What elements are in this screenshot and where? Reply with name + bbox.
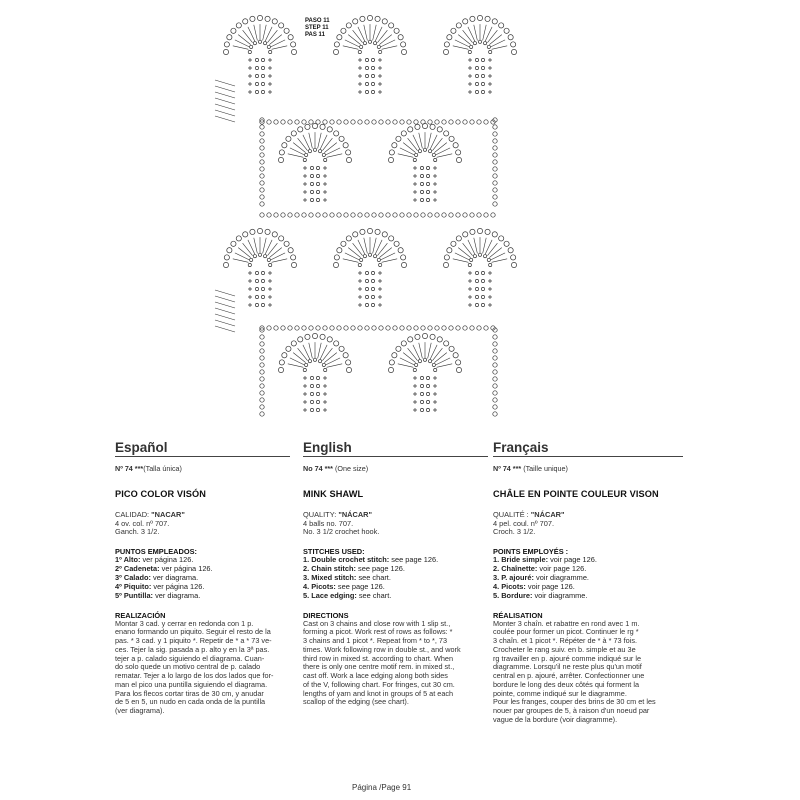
directions-line: times. Work following row in double st., and work (303, 644, 461, 654)
stitch-name: 3º Calado: (115, 573, 151, 582)
stitch-ref: voir page 126. (537, 564, 587, 574)
stitch-ref: ver página 126. (151, 581, 205, 591)
directions-line: 3 chaîn. et 1 picot *. Répéter de * à * 73 fois. (493, 636, 637, 646)
stitch-name: 2. Chain stitch: (303, 564, 356, 574)
step-label (305, 18, 330, 39)
stitch-ref: ver página 126. (140, 555, 194, 565)
quality-name: "NÁCAR" (338, 509, 373, 519)
language-heading: English (303, 440, 488, 457)
directions-line: diagramme. Lorsqu'il ne reste plus qu'un motif (493, 662, 642, 672)
stitches-heading: POINTS EMPLOYÉS : (493, 547, 569, 557)
stitch-name: 1. Bride simple: (493, 555, 549, 565)
directions-line: Pour les franges, couper des brins de 30 cm et les (493, 697, 656, 707)
directions-line: there is only one centre motif rem. in mixed st., (303, 662, 455, 672)
directions-line: (ver diagrama). (115, 706, 165, 716)
directions-text (303, 620, 488, 708)
stitch-name: 1. Double crochet stitch: (303, 555, 390, 565)
directions-text (115, 620, 290, 716)
quality-label: CALIDAD: (115, 509, 152, 519)
pattern-title: MINK SHAWL (303, 488, 364, 499)
directions-heading: REALIZACIÓN (115, 610, 166, 620)
stitch-ref: ver diagrama. (150, 573, 199, 582)
step-label-es: PASO 11 (305, 18, 330, 24)
stitch-name: 5º Puntilla: (115, 590, 154, 600)
stitch-ref: ver diagrama. (153, 590, 201, 600)
stitches-heading: PUNTOS EMPLEADOS: (115, 547, 197, 557)
column-spanish (115, 440, 290, 716)
quality-name: "NÁCAR" (530, 509, 565, 519)
language-heading: Français (493, 440, 683, 457)
stitch-name: 1º Alto: (115, 555, 141, 565)
quality-detail: No. 3 1/2 crochet hook. (303, 527, 380, 537)
stitch-ref: voir page 126. (525, 581, 575, 591)
directions-line: bordure le long des deux côtés qui forment la (493, 679, 640, 689)
pattern-title: PICO COLOR VISÓN (115, 488, 206, 499)
directions-line: man el pico una puntilla siguiendo el diagrama. (115, 679, 268, 689)
step-label-en: STEP 11 (305, 25, 329, 31)
stitch-name: 2º Cadeneta: (115, 564, 160, 574)
model-number (115, 465, 290, 474)
stitch-name: 5. Lace edging: (303, 590, 357, 600)
directions-text (493, 620, 683, 725)
stitches-heading: STITCHES USED: (303, 547, 365, 557)
directions-line: coulée pour former un picot. Continuer le rg * (493, 627, 639, 637)
directions-line: of the V, following chart. For fringes, cut 30 cm. (303, 679, 455, 689)
directions-line: third row in mixed st. according to chart. When (303, 653, 454, 663)
stitch-ref: voir diagramme. (532, 590, 588, 600)
directions-line: 3 chains and 1 picot *. Repeat from * to *, 73 (303, 636, 447, 646)
stitch-name: 3. Mixed stitch: (303, 573, 357, 582)
directions-line: enano formando un piquito. Seguir el resto de la (115, 627, 271, 637)
model-size: (Talla única) (143, 464, 182, 473)
directions-line: nouer par groupes de 5, à raison d'un noeud par (493, 706, 650, 716)
stitch-name: 4. Picots: (493, 581, 526, 591)
model-size: (Taille unique) (521, 464, 568, 473)
stitch-ref: see page 126. (335, 581, 385, 591)
stitch-ref: see chart. (356, 573, 391, 582)
directions-heading: RÉALISATION (493, 610, 543, 620)
directions-line: rg travailler en p. ajouré comme indiqué sur le (493, 653, 642, 663)
language-heading: Español (115, 440, 290, 457)
directions-line: vague de la bordure (voir diagramme). (493, 714, 618, 724)
stitch-name: 5. Bordure: (493, 590, 533, 600)
stitch-ref: see chart. (356, 590, 392, 600)
stitch-name: 2. Chaînette: (493, 564, 538, 574)
column-french (493, 440, 683, 725)
directions-line: forming a picot. Work rest of rows as follows: * (303, 627, 453, 637)
directions-line: scallop of the edging (see chart). (303, 697, 409, 707)
directions-line: tejer a p. calado siguiendo el diagrama. Cuan- (115, 653, 265, 663)
crochet-chart (200, 10, 550, 440)
page-number: Página /Page 91 (352, 783, 412, 792)
quality-detail: 4 ov. col. nº 707. (115, 518, 170, 528)
directions-line: do solo quede un motivo central de p. calado (115, 662, 261, 672)
directions-line: de 5 en 5, un nudo en cada onda de la puntilla (115, 697, 266, 707)
directions-line: Para los flecos cortar tiras de 30 cm, y anudar (115, 688, 264, 698)
directions-heading: DIRECTIONS (303, 610, 349, 620)
directions-line: Crocheter le rang suiv. en b. simple et au 3e (493, 644, 636, 654)
quality-label: QUALITÉ : (493, 509, 531, 519)
stitch-item (493, 592, 683, 601)
model-number (493, 465, 683, 474)
directions-line: pointe, comme indiqué sur le diagramme. (493, 688, 627, 698)
directions-line: ces. Tejer la sig. pasada a p. alto y en la 3ª pas. (115, 644, 270, 654)
stitch-item (115, 592, 290, 601)
directions-line: Monter 3 chaîn. et rabattre en rond avec 1 m. (493, 618, 640, 628)
stitch-ref: ver página 126. (159, 564, 213, 574)
directions-line: cast off. Work a lace edging along both sides (303, 671, 448, 681)
quality-detail: 4 pel. coul. nº 707. (493, 518, 555, 528)
model-number (303, 465, 488, 474)
model-code: No 74 *** (303, 464, 333, 473)
model-size: (One size) (332, 464, 369, 473)
stitch-ref: voir page 126. (548, 555, 597, 565)
stitch-name: 4º Piquito: (115, 581, 152, 591)
directions-line: lengths of yarn and knot in groups of 5 at each (303, 688, 454, 698)
step-label-fr: PAS 11 (305, 32, 325, 38)
pattern-title: CHÂLE EN POINTE COULEUR VISON (493, 488, 659, 499)
stitch-ref: see page 126. (389, 555, 439, 565)
quality-name: "NACAR" (151, 509, 185, 519)
stitch-name: 3. P. ajouré: (493, 573, 534, 582)
column-english (303, 440, 488, 707)
directions-line: central en p. ajouré, arrêter. Confectionner une (493, 671, 645, 681)
stitch-item (303, 592, 488, 601)
directions-line: pas. * 3 cad. y 1 piquito *. Repetir de * a * 73 ve- (115, 636, 272, 646)
stitch-name: 4. Picots: (303, 581, 336, 591)
quality-detail: 4 balls no. 707. (303, 518, 354, 528)
quality-detail: Ganch. 3 1/2. (115, 527, 160, 537)
model-code: Nº 74 *** (115, 464, 144, 473)
quality-label: QUALITY: (303, 509, 339, 519)
quality-detail: Croch. 3 1/2. (493, 527, 536, 537)
model-code: Nº 74 *** (493, 464, 522, 473)
directions-line: rematar. Tejer a lo largo de los dos lados que for- (115, 671, 274, 681)
directions-line: Cast on 3 chains and close row with 1 slip st., (303, 618, 451, 628)
directions-line: Montar 3 cad. y cerrar en redonda con 1 p. (115, 618, 254, 628)
stitch-ref: voir diagramme. (533, 573, 589, 582)
stitch-ref: see page 126. (355, 564, 405, 574)
